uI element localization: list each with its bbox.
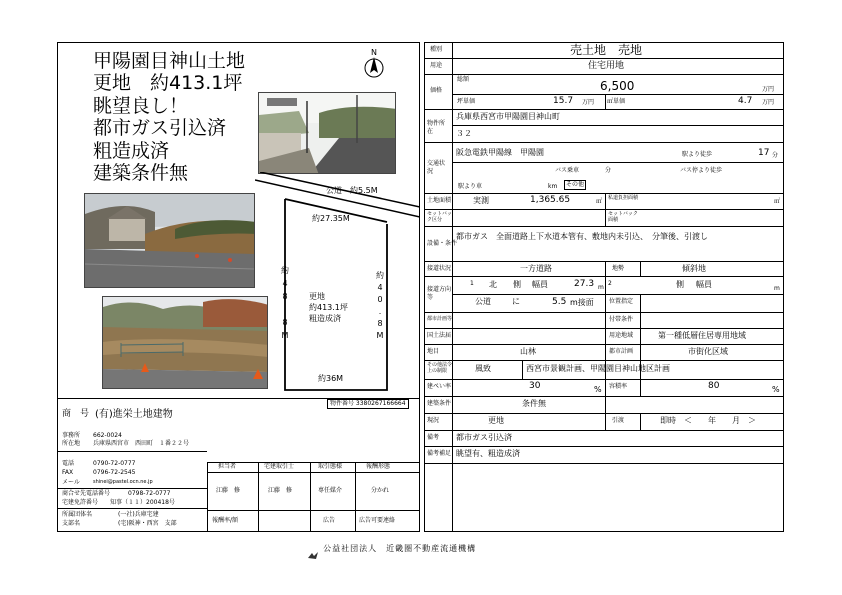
current-value: 更地 <box>488 416 504 425</box>
bcr-label: 建ぺい率 <box>427 383 452 390</box>
city-plan-value: 市街化区域 <box>688 347 728 356</box>
facility-label: 設備・条件 <box>427 240 458 247</box>
staff-header: 宅建取引士 <box>264 463 295 470</box>
road-contact-unit: m接面 <box>570 298 594 307</box>
zoning-value: 第一種低層住居専用地域 <box>658 331 746 340</box>
house-photo <box>84 193 255 288</box>
assoc-value: (一社)兵庫宅建 <box>118 511 159 518</box>
site-photo <box>102 296 268 389</box>
mail-label: メール <box>62 479 80 486</box>
station-car-label: 駅より車 <box>458 183 483 190</box>
fax-label: FAX <box>62 469 74 476</box>
dir1-direction: 北 <box>489 280 497 289</box>
terrain-label: 地勢 <box>612 265 625 272</box>
dir2-width-label: 幅員 <box>696 280 712 289</box>
branch-label: 支部名 <box>62 520 81 527</box>
area-measured: 実測 <box>473 196 489 205</box>
location-label: 物件所在 <box>427 120 446 135</box>
far-value: 80 <box>708 381 720 391</box>
headline-line: 粗造成済 <box>93 140 170 162</box>
reference-number: 物件番号 3380267166664 <box>327 399 409 409</box>
other-law-1: 風致 <box>475 364 491 373</box>
area-label: 土地面積 <box>427 197 452 204</box>
staff-value: 江藤 修 <box>216 487 241 494</box>
build-cond-label: 建築条件 <box>427 400 452 407</box>
fax-value: 0796-72-2545 <box>93 469 136 476</box>
other-law-2: 西宮市景観計画、甲陽園目神山地区計画 <box>526 364 670 373</box>
far-percent: % <box>772 385 780 394</box>
staff-footer: 広告可要連絡 <box>359 517 396 524</box>
dir1-side: 側 <box>513 280 521 289</box>
dir2-side: 側 <box>676 280 684 289</box>
chimoku-label: 地目 <box>427 348 440 355</box>
handover-label: 引渡 <box>612 417 625 424</box>
busstop-label: バス停より徒歩 <box>680 167 723 174</box>
national-label: 国土法届 <box>427 332 452 339</box>
headline-line: 更地 約413.1坪 <box>93 72 243 94</box>
chimoku-value: 山林 <box>520 347 536 356</box>
remarks-value: 都市ガス引込済 <box>456 433 512 442</box>
dir1-number: 1 <box>470 280 474 287</box>
bottom-width-label: 約36M <box>318 374 344 383</box>
bcr-value: 30 <box>529 381 541 391</box>
city-plan-label: 都市計画 <box>609 348 634 355</box>
price-unit: 万円 <box>762 86 775 93</box>
zoning-label: 用途地域 <box>609 332 634 339</box>
bcr-percent: % <box>594 385 602 394</box>
dir2-number: 2 <box>608 280 612 287</box>
build-cond-value: 条件無 <box>522 399 546 408</box>
location-value: 兵庫県西宮市甲陽園目神山町 <box>456 112 560 121</box>
km-unit: km <box>548 183 558 190</box>
road-kind-suffix: に <box>512 297 520 306</box>
price-total-label: 総額 <box>457 76 470 83</box>
branch-value: (宅)阪神・西宮 支部 <box>118 520 177 527</box>
remarks-label: 備考 <box>427 434 440 441</box>
staff-footer: 広告 <box>323 517 336 524</box>
type-label: 種別 <box>430 46 443 53</box>
remarks2-label: 備考補足 <box>427 450 452 457</box>
road-kind: 公道 <box>475 297 491 306</box>
urban-label: 都市計画等 <box>427 316 453 322</box>
setback-area-label: セットバック面積 <box>608 211 638 223</box>
staff-value: 江藤 修 <box>268 487 293 494</box>
use-value: 住宅用地 <box>588 61 625 71</box>
association-logo-icon <box>308 545 318 553</box>
license-label: 宅建免許番号 <box>62 499 99 506</box>
compass-letter: N <box>371 48 377 57</box>
footer-text: 公益社団法人 近畿圏不動産流通機構 <box>323 544 477 553</box>
type-value: 売土地 売地 <box>570 43 643 57</box>
bus-unit: 分 <box>605 167 612 174</box>
traffic-label: 交通状況 <box>427 160 446 175</box>
area-value: 1,365.65 <box>530 195 571 205</box>
staff-header: 担当者 <box>218 463 237 470</box>
other-traffic-label: その他 <box>566 181 585 188</box>
terrain-value: 傾斜地 <box>682 264 706 273</box>
tsubo-value: 15.7 <box>553 96 574 106</box>
trade-name: (有)進栄土地建物 <box>95 409 173 420</box>
road-contact: 5.5 <box>552 297 567 307</box>
road-cond-label: 接道状況 <box>427 265 452 272</box>
other-law-label: その他法令上の制限 <box>427 362 453 374</box>
office-label: 事務所 <box>62 432 81 439</box>
dir1-unit: m <box>598 284 604 291</box>
line-value: 阪急電鉄甲陽線 甲陽園 <box>456 148 544 157</box>
contact-label: 商合せ先電話番号 <box>62 490 111 497</box>
sqm-unit: 万円 <box>762 99 775 106</box>
handover-value: 即時 ＜ 年 月 ＞ <box>660 416 756 425</box>
tsubo-unit: 万円 <box>582 99 595 106</box>
contact-value: 0798-72-0777 <box>128 490 171 497</box>
bus-label: バス乗車 <box>555 167 580 174</box>
walk-label: 駅より徒歩 <box>682 151 713 158</box>
sqm-value: 4.7 <box>738 96 753 106</box>
lot-value: ３２ <box>456 129 472 138</box>
mail-value: shinei@pastel.ocn.ne.jp <box>93 479 153 485</box>
center-label: 更地 約413.1坪 粗造成済 <box>309 292 348 323</box>
trade-label: 商 号 <box>62 409 90 419</box>
private-road-label: 私道負担面積 <box>608 195 639 201</box>
office-value: 662-0024 <box>93 432 122 439</box>
staff-footer: 報酬率/額 <box>212 517 239 524</box>
headline-line: 眺望良し！ <box>93 95 189 117</box>
price-label: 価格 <box>430 87 443 94</box>
staff-header: 報酬形態 <box>366 463 391 470</box>
staff-value: 分かれ <box>371 487 390 494</box>
facility-value: 都市ガス 全面道路上下水道本管有、敷地内未引込、 分筆後、引渡し <box>456 232 708 241</box>
tsubo-label: 坪単価 <box>457 98 476 105</box>
use-label: 用途 <box>430 62 443 69</box>
dir1-width-label: 幅員 <box>532 280 548 289</box>
top-width-label: 約27.35M <box>312 214 350 223</box>
setback-label: セットバック区分 <box>427 211 452 223</box>
headline-line: 都市ガス引込済 <box>93 117 227 139</box>
compass-icon <box>363 46 385 80</box>
land-adjust-label: 付帯条件 <box>609 316 634 323</box>
tel-value: 0790-72-0777 <box>93 460 136 467</box>
price-total: 6,500 <box>600 79 635 93</box>
area-unit: ㎡ <box>596 198 603 205</box>
position-label: 位置指定 <box>609 298 634 305</box>
street-photo <box>258 92 396 174</box>
far-label: 容積率 <box>609 383 628 390</box>
sqm-label: ㎡単価 <box>607 98 626 105</box>
road-cond-value: 一方道路 <box>520 264 552 273</box>
right-side-label: 約 4 0 . 8 M <box>376 271 384 340</box>
road-dir-label: 接道方向等 <box>427 286 452 301</box>
sqm-unit-private: ㎡ <box>774 198 781 205</box>
address-value: 兵庫県西宮市 西田町 １番２２号 <box>93 440 190 447</box>
address-label: 所在地 <box>62 440 81 447</box>
dir2-unit: m <box>774 285 780 292</box>
license-value: 知事（１１）200418号 <box>110 499 175 506</box>
tel-label: 電話 <box>62 460 75 467</box>
remarks2-value: 眺望有、粗造成済 <box>456 449 520 458</box>
walk-value: 17 <box>758 148 770 158</box>
headline-line: 建築条件無 <box>93 162 189 184</box>
walk-unit: 分 <box>772 152 779 159</box>
left-side-label: 約 4 8 . 8 M <box>281 266 289 340</box>
road-label: 公道 約5.5M <box>326 186 378 195</box>
assoc-label: 所属団体名 <box>62 511 93 518</box>
staff-header: 取引態様 <box>318 463 343 470</box>
current-label: 現況 <box>427 417 440 424</box>
staff-value: 専任媒介 <box>318 487 343 494</box>
dir1-width: 27.3 <box>574 279 595 289</box>
headline-line: 甲陽園目神山土地 <box>93 50 246 72</box>
footer <box>308 538 477 553</box>
